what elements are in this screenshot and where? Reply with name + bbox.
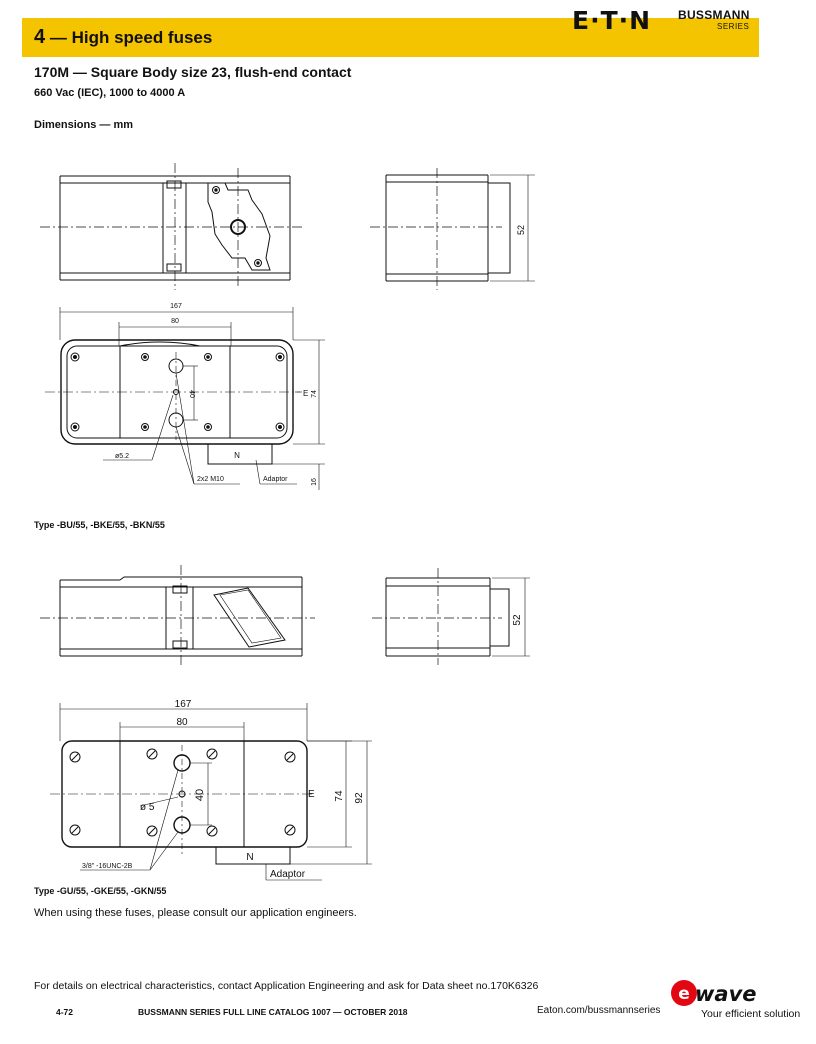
drawing1-label-n: N (234, 451, 240, 460)
drawing1-dim-40: 40 (188, 390, 195, 398)
drawing2-plan-view (50, 703, 372, 880)
catalog-footer: BUSSMANN SERIES FULL LINE CATALOG 1007 — OCTOBER 2018 (138, 1007, 408, 1017)
drawing2-front-view (40, 565, 315, 665)
section-name: — High speed fuses (49, 28, 213, 47)
page-subtitle: 660 Vac (IEC), 1000 to 4000 A (34, 87, 186, 99)
drawing2-dim-74: 74 (334, 790, 345, 802)
drawing2-side-dim-52: 52 (512, 614, 523, 626)
drawing2-bolt-label: 3/8" -16UNC-2B (82, 863, 133, 870)
page-number: 4-72 (56, 1007, 74, 1017)
drawing1-bolt-label: 2x2 M10 (197, 476, 224, 483)
data-sheet-footnote: For details on electrical characteristics, contact Application Engineering and ask for Data sheet no.170K6326 (34, 980, 539, 992)
page-title: 170M — Square Body size 23, flush-end contact (34, 64, 352, 80)
drawing1-plan-view (45, 307, 325, 490)
drawing1-adaptor-label: Adaptor (263, 476, 288, 483)
drawing2-side-view (372, 568, 530, 665)
drawing1-dim-80: 80 (171, 318, 179, 325)
eaton-logo: E·T·N (572, 6, 652, 35)
drawing1-dim-74: 74 (311, 390, 318, 398)
bussmann-logo-text: BUSSMANN (678, 8, 750, 22)
dimensions-label: Dimensions — mm (34, 119, 134, 131)
drawing2-dim-80: 80 (176, 717, 188, 728)
drawing2-dim-167: 167 (174, 699, 192, 710)
drawing1-dia-label: ø5.2 (115, 453, 130, 460)
application-note: When using these fuses, please consult our application engineers. (34, 907, 357, 919)
drawing1-side-view (370, 168, 535, 290)
drawing2-adaptor-label: Adaptor (270, 869, 306, 880)
drawing1-side-dim-52: 52 (516, 224, 526, 236)
drawing2-label-n: N (246, 852, 254, 863)
ewave-tagline: Your efficient solution (701, 1008, 801, 1020)
svg-text:e: e (678, 984, 690, 1004)
section-number: 4 (34, 26, 46, 48)
bussmann-series-text: SERIES (717, 22, 750, 31)
drawing2-dim-40: 40 (194, 788, 206, 802)
type-label-2: Type -GU/55, -GKE/55, -GKN/55 (34, 886, 167, 896)
drawing2-dia-label: ø 5 (140, 802, 155, 813)
drawing1-label-e: E (303, 389, 309, 398)
drawing2-dim-92: 92 (354, 792, 365, 804)
footer-url: Eaton.com/bussmannseries (537, 1005, 661, 1016)
drawing1-front-view (40, 163, 305, 290)
drawing1-dim-167: 167 (170, 303, 182, 310)
drawing1-dim-16: 16 (311, 478, 318, 486)
type-label-1: Type -BU/55, -BKE/55, -BKN/55 (34, 520, 165, 530)
drawing2-label-e: E (308, 789, 315, 800)
ewave-logo-word: wave (695, 982, 757, 1006)
